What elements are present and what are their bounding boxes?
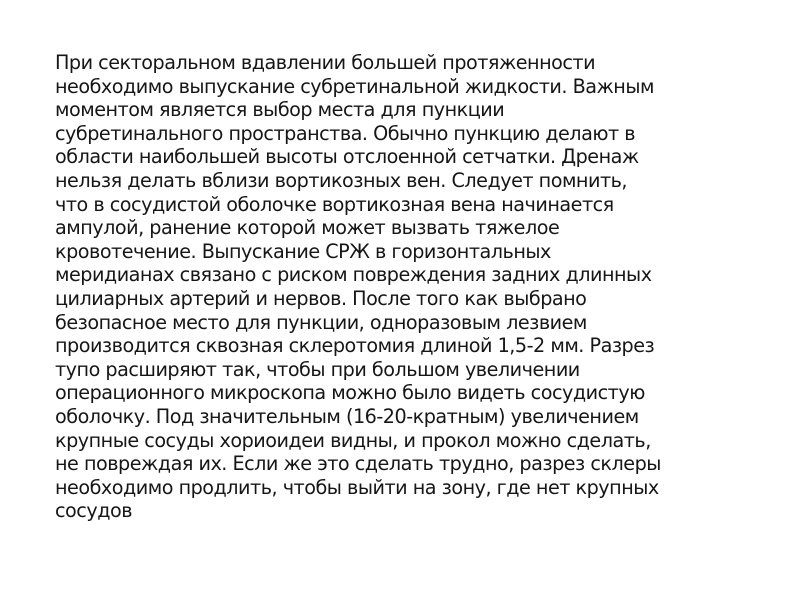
text-line: меридианах связано с риском повреждения задних длинных bbox=[55, 263, 652, 287]
text-line: безопасное место для пункции, одноразовым лезвием bbox=[55, 310, 587, 334]
text-line: не повреждая их. Если же это сделать трудно, разрез склеры bbox=[55, 452, 661, 476]
text-line: При секторальном вдавлении большей протяженности bbox=[55, 51, 596, 74]
text-line: необходимо выпускание субретинальной жидкости. Важным bbox=[55, 74, 654, 98]
text-line: что в сосудистой оболочке вортикозная вена начинается bbox=[55, 192, 614, 216]
text-line: субретинального пространства. Обычно пункцию делают в bbox=[55, 121, 636, 145]
body-text bbox=[55, 51, 775, 523]
text-line: необходимо продлить, чтобы выйти на зону, где нет крупных bbox=[55, 475, 659, 499]
text-line: производится сквозная склеротомия длиной 1,5-2 мм. Разрез bbox=[55, 334, 655, 358]
text-line: цилиарных артерий и нервов. После того как выбрано bbox=[55, 286, 587, 310]
text-line: крупные сосуды хориоидеи видны, и прокол можно сделать, bbox=[55, 428, 651, 452]
text-line: оболочку. Под значительным (16-20-кратным) увеличением bbox=[55, 404, 639, 428]
text-line: моментом является выбор места для пункции bbox=[55, 98, 505, 122]
text-line: тупо расширяют так, чтобы при большом увеличении bbox=[55, 357, 580, 381]
text-line: области наибольшей высоты отслоенной сетчатки. Дренаж bbox=[55, 145, 639, 169]
text-line: сосудов bbox=[55, 499, 133, 523]
text-line: кровотечение. Выпускание СРЖ в горизонтальных bbox=[55, 239, 551, 263]
text-line: ампулой, ранение которой может вызвать тяжелое bbox=[55, 216, 560, 240]
text-line: операционного микроскопа можно было видеть сосудистую bbox=[55, 381, 645, 405]
text-line: нельзя делать вблизи вортикозных вен. Следует помнить, bbox=[55, 168, 628, 192]
